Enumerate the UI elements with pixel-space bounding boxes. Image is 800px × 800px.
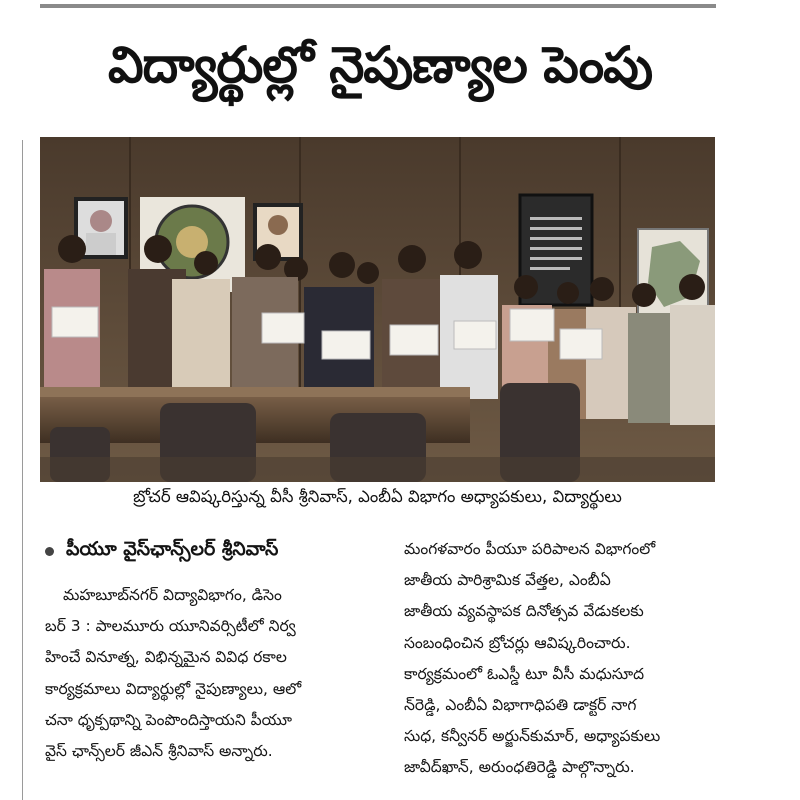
article-line: మహబూబ్‌నగర్ విద్యావిభాగం, డిసెం bbox=[63, 586, 282, 604]
article-line: న్‌రెడ్డి, ఎంబీఏ విభాగాధిపతి డాక్టర్ నాగ bbox=[404, 696, 637, 715]
column-divider bbox=[22, 140, 23, 800]
article-line: హించే వినూత్న, విభిన్నమైన వివిధ రకాల bbox=[45, 648, 287, 667]
group-photo bbox=[40, 137, 715, 482]
photo-caption: బ్రోచర్ ఆవిష్కరిస్తున్న వీసీ శ్రీనివాస్, ఎంబీఏ విభాగం అధ్యాపకులు, విద్యార్థులు bbox=[133, 486, 622, 506]
article-right-column bbox=[404, 534, 724, 784]
article-left-column bbox=[45, 580, 383, 767]
headline: విద్యార్థుల్లో నైపుణ్యాల పెంపు bbox=[107, 35, 653, 94]
article-line: జావీద్‌ఖాన్, అరుంధతిరెడ్డి పాల్గొన్నారు. bbox=[404, 758, 635, 777]
group-photo-icon bbox=[40, 137, 715, 482]
article-line: బర్ 3 : పాలమూరు యూనివర్సిటీలో నిర్వ bbox=[45, 617, 296, 636]
top-rule bbox=[40, 4, 716, 8]
subheading bbox=[45, 536, 375, 566]
article-line: జాతీయ వ్యవస్థాపక దినోత్సవ వేడుకలకు bbox=[404, 602, 644, 621]
article-line: జాతీయ పారిశ్రామిక వేత్తల, ఎంబీఏ bbox=[404, 571, 611, 590]
article-line: చనా ధృక్పథాన్ని పెంపొందిస్తాయని పీయూ bbox=[45, 710, 292, 729]
article-line: కార్యక్రమంలో ఓఎస్డీ టూ వీసీ మధుసూద bbox=[404, 664, 645, 683]
article-line: సుధ, కన్వీనర్ అర్జున్‌కుమార్, అధ్యాపకులు bbox=[404, 727, 661, 746]
bullet-icon bbox=[45, 547, 54, 556]
article-line: మంగళవారం పీయూ పరిపాలన విభాగంలో bbox=[404, 540, 656, 558]
subheading-text: పీయూ వైస్‌ఛాన్స్‌లర్ శ్రీనివాస్ bbox=[66, 537, 279, 560]
cutoff-text-fragment bbox=[238, 792, 298, 800]
article-line: వైస్ ఛాన్స్‌లర్ జీఎన్ శ్రీనివాస్ అన్నారు. bbox=[45, 742, 273, 761]
article-line: కార్యక్రమాలు విద్యార్థుల్లో నైపుణ్యాలు, ఆలో bbox=[45, 679, 302, 698]
article-line: సంబంధించిన బ్రోచర్లు ఆవిష్కరించారు. bbox=[404, 633, 631, 652]
